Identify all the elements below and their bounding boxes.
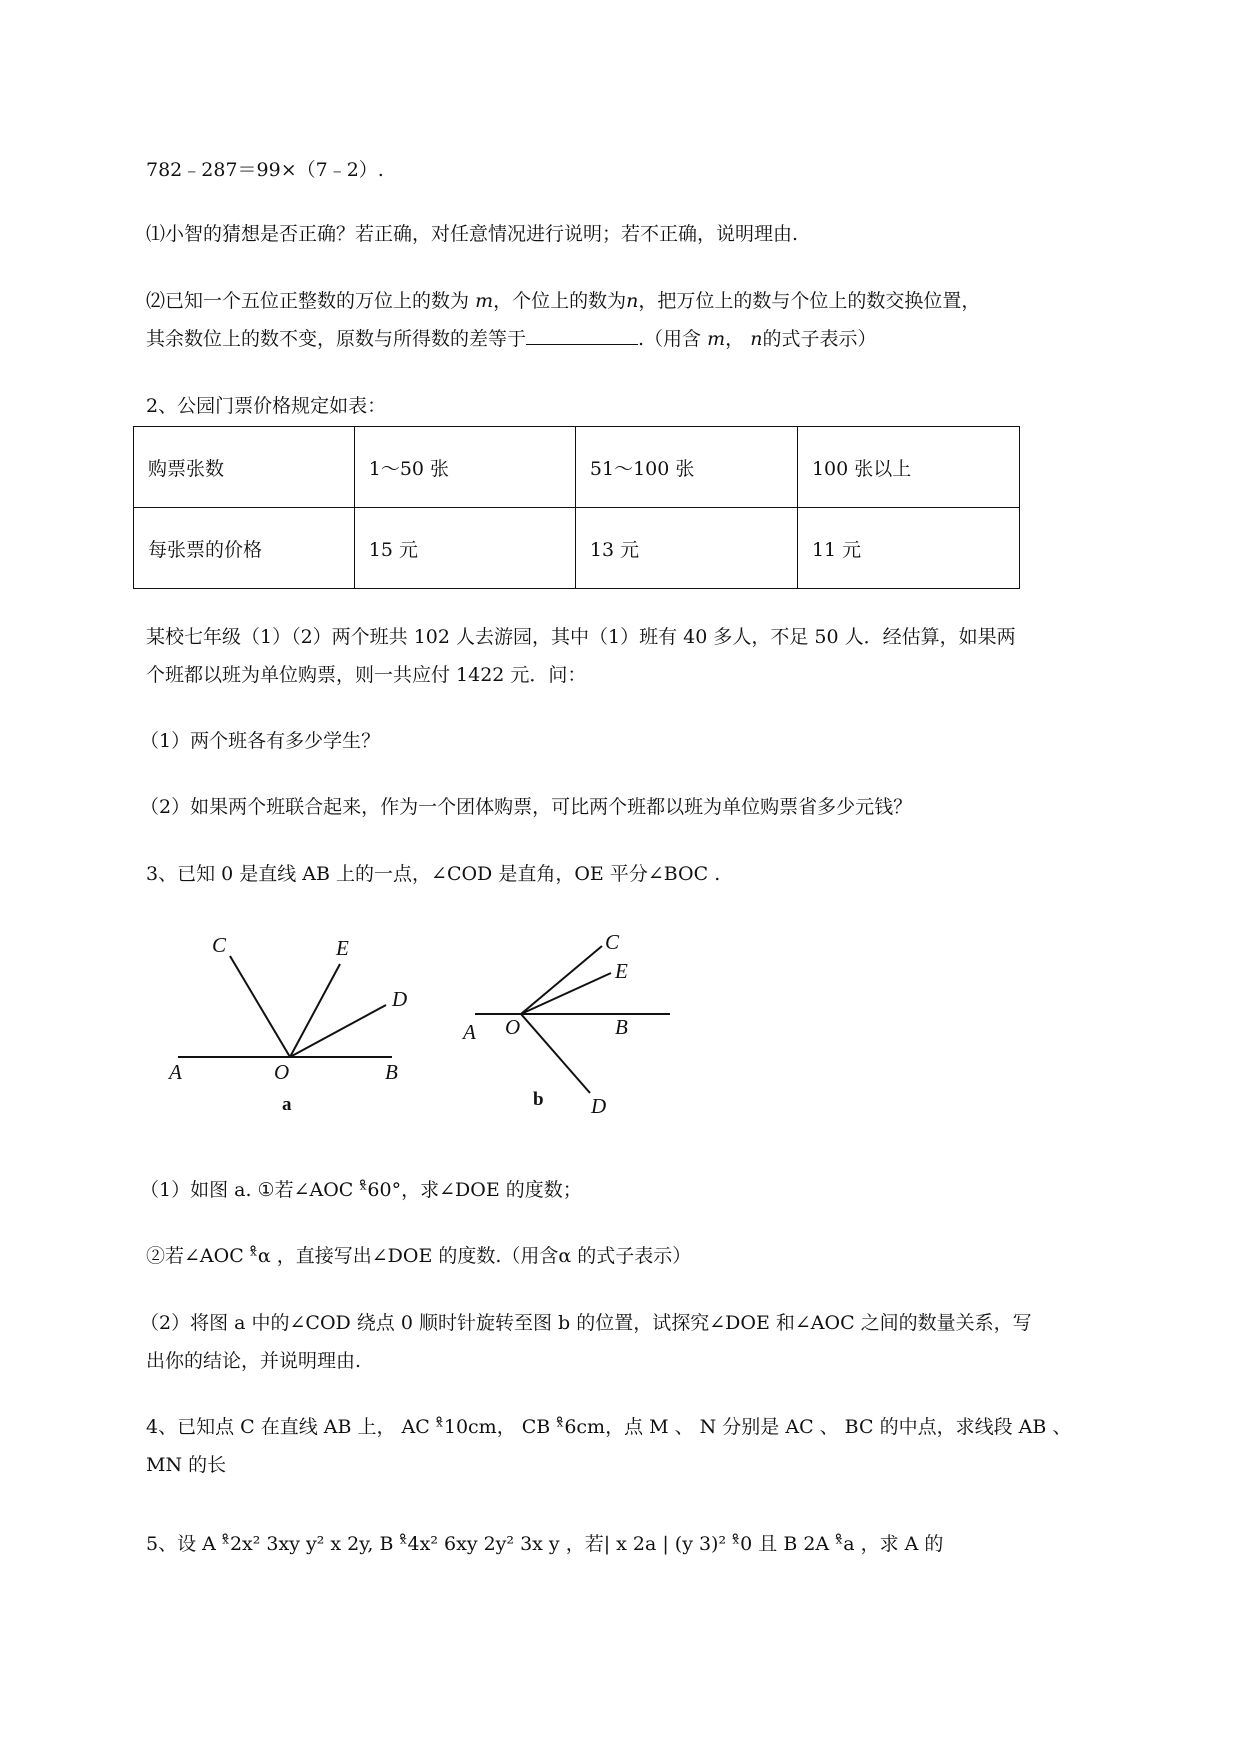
q1-part2-text-a: ⑵已知一个五位正整数的万位上的数为 bbox=[146, 290, 470, 312]
caption-b: b bbox=[533, 1089, 544, 1110]
table-cell: 购票张数 bbox=[134, 427, 355, 508]
var-m-2: m bbox=[707, 328, 726, 350]
figure-b bbox=[455, 925, 695, 1125]
var-m: m bbox=[475, 290, 494, 312]
label-b-b: B bbox=[615, 1015, 628, 1039]
q2-intro: 2、公园门票价格规定如表： bbox=[146, 395, 387, 417]
q1-part1: ⑴小智的猜想是否正确？若正确，对任意情况进行说明；若不正确，说明理由. bbox=[146, 223, 799, 245]
q3-sub1b: ②若∠AOC ˣ̊α ，直接写出∠DOE 的度数.（用含α 的式子表示） bbox=[146, 1245, 692, 1267]
ray-oe-b bbox=[521, 973, 611, 1014]
q1-part2-line1 bbox=[146, 288, 980, 314]
q1-part2-line2-text-b: .（用含 bbox=[638, 328, 702, 350]
q1-part2-line2-text-a: 其余数位上的数不变，原数与所得数的差等于 bbox=[146, 328, 527, 350]
label-e-b: E bbox=[615, 959, 628, 983]
q4-line2: MN 的长 bbox=[146, 1454, 227, 1476]
table-cell: 每张票的价格 bbox=[134, 508, 355, 589]
label-b: B bbox=[385, 1060, 398, 1084]
label-c: C bbox=[212, 933, 227, 957]
label-c-b: C bbox=[605, 930, 620, 954]
table-cell: 51～100 张 bbox=[575, 427, 797, 508]
answer-blank[interactable] bbox=[526, 326, 638, 345]
q1-formula-line: 782﹣287＝99×（7﹣2）. bbox=[146, 159, 384, 181]
q4-line1: 4、已知点 C 在直线 AB 上， AC ˣ̊10cm， CB ˣ̊6cm，点 M 、 N 分别是 AC 、 BC 的中点，求线段 AB 、 bbox=[146, 1416, 1072, 1438]
table-cell: 15 元 bbox=[354, 508, 575, 589]
q3-intro: 3、已知 0 是直线 AB 上的一点，∠COD 是直角，OE 平分∠BOC . bbox=[146, 863, 721, 885]
figure-a bbox=[160, 930, 420, 1130]
label-o-b: O bbox=[505, 1015, 521, 1039]
ray-oc-b bbox=[521, 946, 602, 1014]
q3-sub2-line2: 出你的结论，并说明理由. bbox=[146, 1350, 362, 1372]
price-table bbox=[133, 426, 1020, 589]
q1-part2-line2-text-d: 的式子表示） bbox=[762, 328, 877, 350]
q2-sub2: （2）如果两个班联合起来，作为一个团体购票，可比两个班都以班为单位购票省多少元钱？ bbox=[140, 796, 913, 818]
table-row bbox=[134, 427, 1020, 508]
q1-part2-text-c: ，把万位上的数与个位上的数交换位置， bbox=[638, 290, 981, 312]
label-a-b: A bbox=[463, 1020, 476, 1044]
table-row bbox=[134, 508, 1020, 589]
q5-line1: 5、设 A ˣ̊2x² 3xy y² x 2y, B ˣ̊4x² 6xy 2y² 3x y ，若| x 2a | (y 3)² ˣ̊0 且 B 2A ˣ̊a ，求 A 的 bbox=[146, 1533, 944, 1555]
q1-part2-line2-text-c: ， bbox=[725, 328, 745, 350]
q3-sub1: （1）如图 a. ①若∠AOC ˣ̊60°，求∠DOE 的度数； bbox=[140, 1179, 582, 1201]
q1-part2-text-b: ，个位上的数为 bbox=[493, 290, 627, 312]
var-n-2: n bbox=[750, 328, 763, 350]
q2-text-line1: 某校七年级（1）（2）两个班共 102 人去游园，其中（1）班有 40 多人，不足 50 人．经估算，如果两 bbox=[146, 626, 1016, 648]
table-cell: 13 元 bbox=[575, 508, 797, 589]
q2-sub1: （1）两个班各有多少学生？ bbox=[140, 730, 381, 752]
label-a: A bbox=[169, 1060, 182, 1084]
q3-sub2-line1: （2）将图 a 中的∠COD 绕点 0 顺时针旋转至图 b 的位置，试探究∠DOE 和∠AOC 之间的数量关系，写 bbox=[140, 1312, 1032, 1334]
table-cell: 1～50 张 bbox=[354, 427, 575, 508]
table-cell: 11 元 bbox=[797, 508, 1019, 589]
label-d-b: D bbox=[591, 1094, 607, 1118]
label-o: O bbox=[274, 1060, 290, 1084]
var-n: n bbox=[626, 290, 639, 312]
ray-oc bbox=[230, 956, 290, 1057]
table-cell: 100 张以上 bbox=[797, 427, 1019, 508]
q2-text-line2: 个班都以班为单位购票，则一共应付 1422 元．问： bbox=[146, 664, 587, 686]
q1-part2-line2 bbox=[146, 326, 876, 352]
caption-a: a bbox=[282, 1094, 292, 1115]
ray-od-b bbox=[521, 1014, 590, 1093]
label-d: D bbox=[392, 987, 408, 1011]
label-e: E bbox=[336, 936, 349, 960]
